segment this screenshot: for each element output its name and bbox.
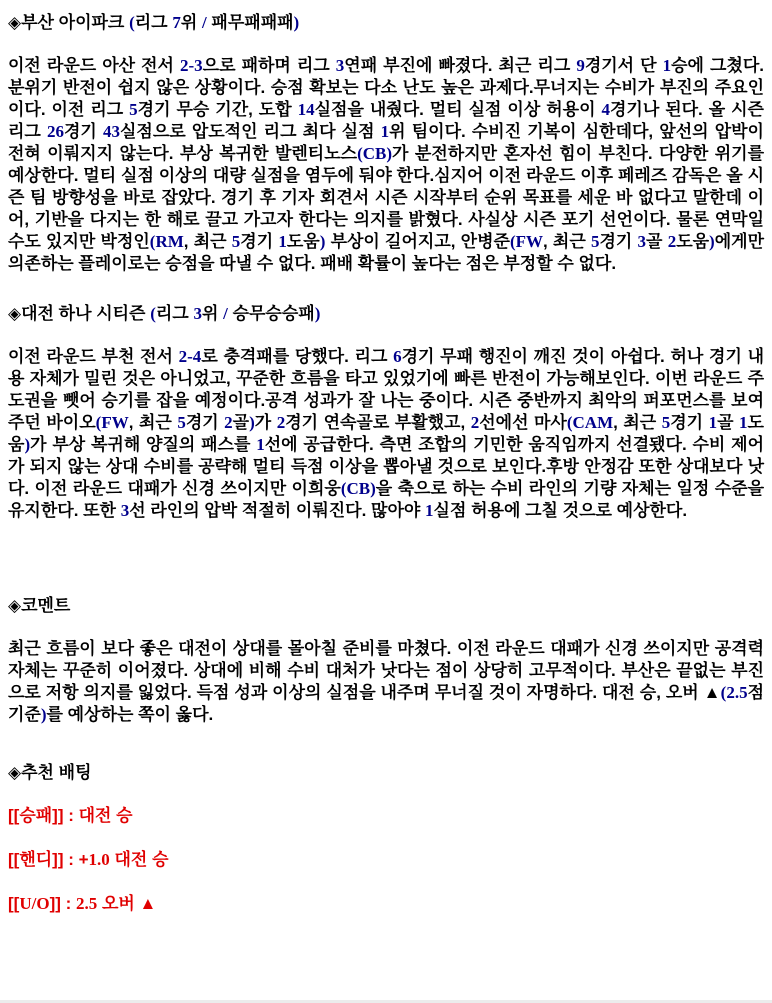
- bet-line-winlose: [[승패]] : 대전 승: [8, 806, 133, 825]
- busan-analysis-paragraph: 이전 라운드 아산 전서 2-3으로 패하며 리그 3연패 부진에 빠졌다. 최근 리그 9경기서 단 1승에 그쳤다. 분위기 반전이 쉽지 않은 상황이다. 승점 확보는 다소 난도 높은 과제다.무너지는 수비가 부진의 주요인이다. 이전 리그 5경기 무승 기간, 도합 14실점을 내줬다. 멀티 실점 이상 허용이 4경기나 된다. 올 시즌 리그 26경기 43실점으로 압도적인 리그 최다 실점 1위 팀이다. 수비진 기복이 심한데다, 앞선의 압박이 전혀 이뤄지지 않는다. 부상 복귀한 발렌티노스(CB)가 분전하지만 혼자선 힘이 부친다. 다양한 위기를 예상한다. 멀티 실점 이상의 대량 실점을 염두에 둬야 한다.심지어 이전 라운드 이후 페레즈 감독은 올 시즌 팀 방향성을 바로 잡았다. 경기 후 기자 회견서 시즌 시작부터 순위 목표를 세운 바 없다고 말한데 이어, 기반을 다지는 한 해로 끌고 가고자 한다는 의지를 밝혔다. 사실상 시즌 포기 선언이다. 물론 연막일 수도 있지만 박정인(RM, 최근 5경기 1도움) 부상이 길어지고, 안병준(FW, 최근 5경기 3골 2도움)에게만 의존하는 플레이로는 승점을 따낼 수 없다. 패배 확률이 높다는 점은 부정할 수 없다.: [8, 56, 765, 273]
- section-heading-betting: ◈추천 배팅: [8, 763, 92, 782]
- section-heading-busan: ◈부산 아이파크 (리그 7위 / 패무패패패): [8, 13, 300, 32]
- section-heading-comment: ◈코멘트: [8, 596, 71, 615]
- daejeon-analysis-paragraph: 이전 라운드 부천 전서 2-4로 충격패를 당했다. 리그 6경기 무패 행진이 깨진 것이 아쉽다. 허나 경기 내용 자체가 밀린 것은 아니었고, 꾸준한 흐름을 타고 있었기에 빠른 반전이 가능해보인다. 이번 라운드 주도권을 뺏어 승기를 잡을 예정이다.공격 성과가 잘 나는 중이다. 시즌 중반까지 최악의 퍼포먼스를 보여주던 바이오(FW, 최근 5경기 2골)가 2경기 연속골로 부활했고, 2선에선 마사(CAM, 최근 5경기 1골 1도움)가 부상 복귀해 양질의 패스를 1선에 공급한다. 측면 조합의 기민한 움직임까지 선결됐다. 수비 제어가 되지 않는 상대 수비를 공략해 멀티 득점 이상을 뽑아낼 것으로 보인다.후방 안정감 또한 상대보다 낫다. 이전 라운드 대패가 신경 쓰이지만 이희웅(CB)을 축으로 하는 수비 라인의 기량 자체는 일정 수준을 유지한다. 또한 3선 라인의 압박 적절히 이뤄진다. 많아야 1실점 허용에 그칠 것으로 예상한다.: [8, 347, 765, 520]
- comment-paragraph: 최근 흐름이 보다 좋은 대전이 상대를 몰아칠 준비를 마쳤다. 이전 라운드 대패가 신경 쓰이지만 공격력 자체는 꾸준히 이어졌다. 상대에 비해 수비 대처가 낫다는 점이 상당히 고무적이다. 부산은 끝없는 부진으로 저항 의지를 잃었다. 득점 성과 이상의 실점을 내주며 무너질 것이 자명하다. 대전 승, 오버 ▲(2.5점 기준)를 예상하는 쪽이 옳다.: [8, 639, 764, 724]
- bet-line-handicap: [[핸디]] : +1.0 대전 승: [8, 850, 169, 869]
- section-heading-daejeon: ◈대전 하나 시티즌 (리그 3위 / 승무승승패): [8, 304, 321, 323]
- bet-line-underover: [[U/O]] : 2.5 오버 ▲: [8, 894, 157, 913]
